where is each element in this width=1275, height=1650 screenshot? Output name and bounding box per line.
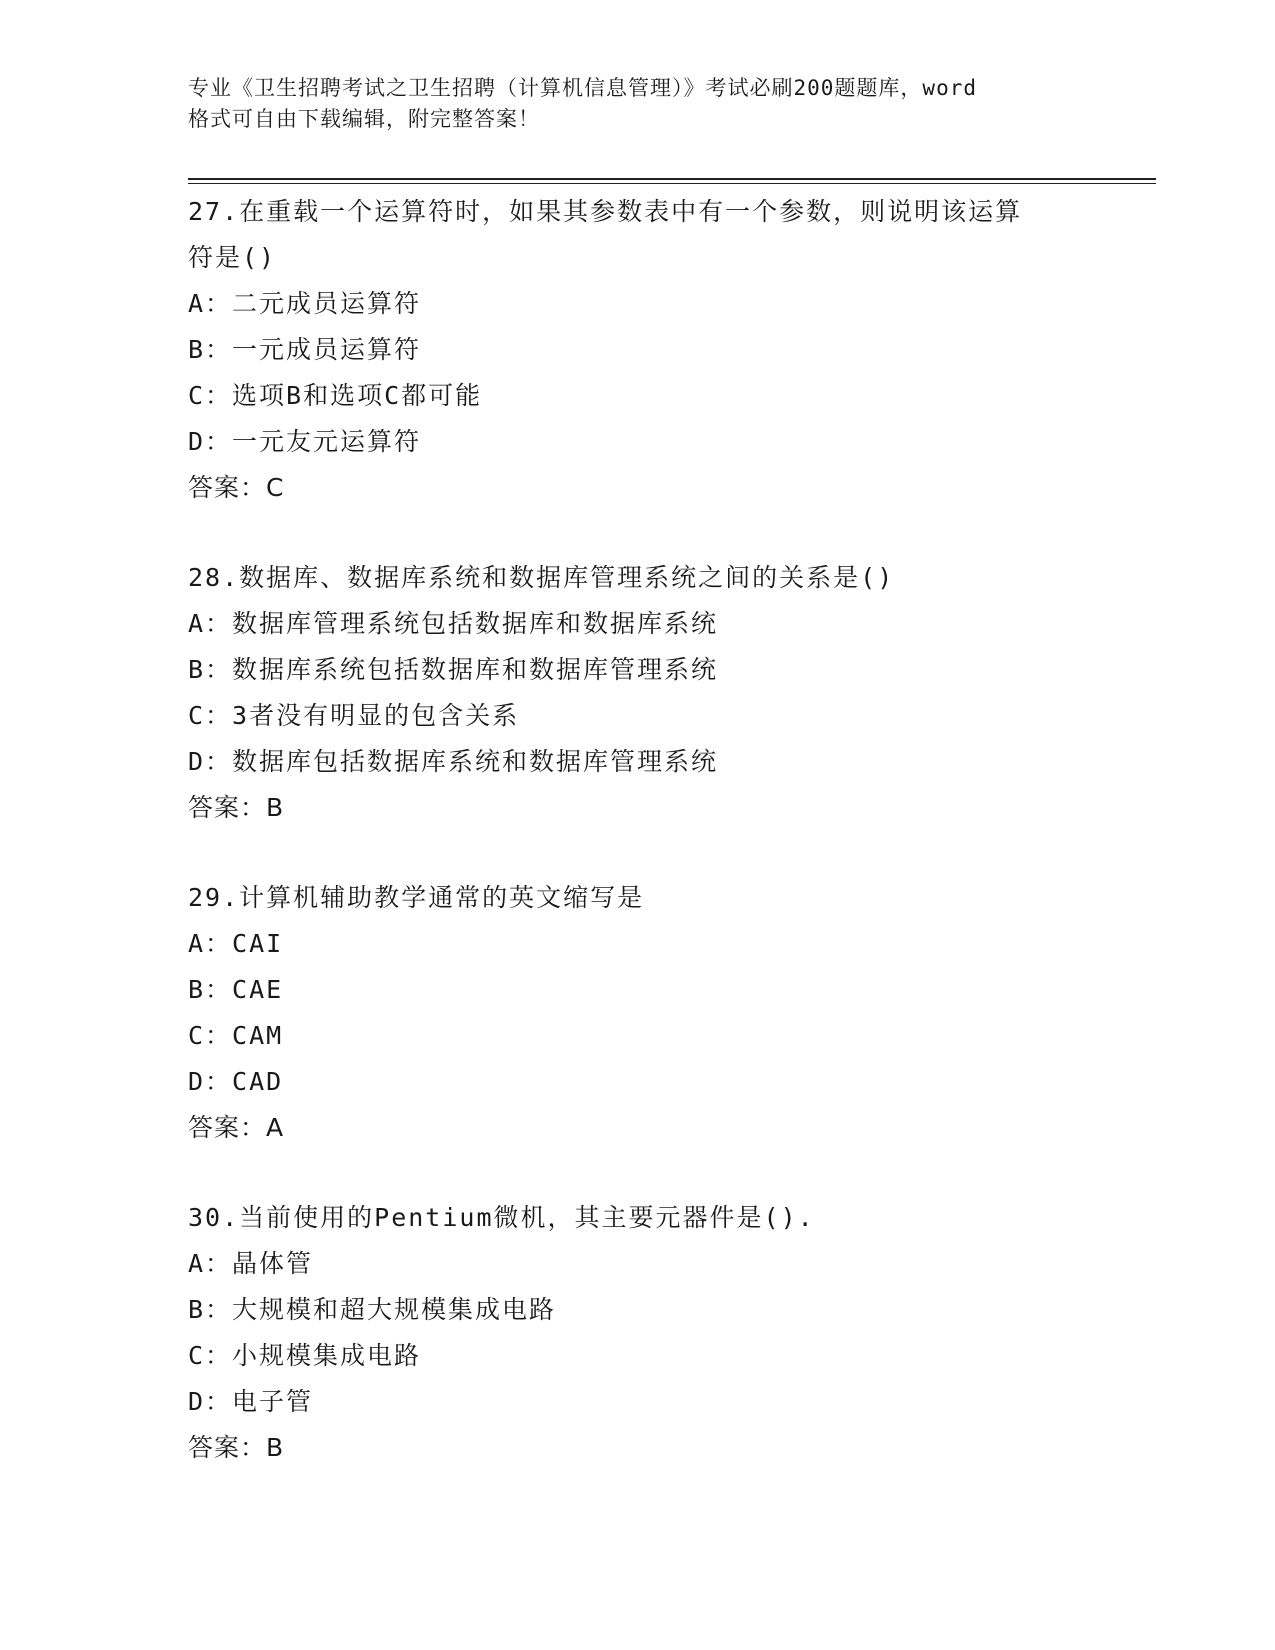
question-stem: 30.当前使用的Pentium微机，其主要元器件是(). [188,1203,815,1232]
option-b: B：大规模和超大规模集成电路 [188,1295,557,1324]
option-c: C：3者没有明显的包含关系 [188,701,520,730]
document-header [188,73,1088,135]
option-d: D：一元友元运算符 [188,427,422,456]
option-d: D：CAD [188,1067,284,1096]
question-list [188,189,1088,1515]
answer: 答案：B [188,793,285,822]
option-b: B：一元成员运算符 [188,335,422,364]
option-a: A：CAI [188,929,284,958]
question-28 [188,555,1088,831]
option-d: D：数据库包括数据库系统和数据库管理系统 [188,747,719,776]
answer: 答案：C [188,473,285,502]
question-stem: 29.计算机辅助教学通常的英文缩写是 [188,883,645,912]
question-stem-continued: 符是() [188,243,277,272]
option-a: A：二元成员运算符 [188,289,422,318]
question-27 [188,189,1088,511]
header-divider [188,178,1156,184]
option-a: A：数据库管理系统包括数据库和数据库系统 [188,609,719,638]
answer: 答案：A [188,1113,285,1142]
option-a: A：晶体管 [188,1249,314,1278]
answer: 答案：B [188,1433,285,1462]
option-c: C：选项B和选项C都可能 [188,381,483,410]
option-b: B：数据库系统包括数据库和数据库管理系统 [188,655,719,684]
option-c: C：小规模集成电路 [188,1341,422,1370]
option-d: D：电子管 [188,1387,314,1416]
option-c: C：CAM [188,1021,284,1050]
option-b: B：CAE [188,975,284,1004]
question-30 [188,1195,1088,1471]
question-stem: 27.在重载一个运算符时，如果其参数表中有一个参数，则说明该运算 [188,197,1023,226]
header-line-2: 格式可自由下载编辑，附完整答案！ [188,107,540,131]
header-line-1: 专业《卫生招聘考试之卫生招聘（计算机信息管理）》考试必刷200题题库，word [188,76,977,100]
question-29 [188,875,1088,1151]
question-stem: 28.数据库、数据库系统和数据库管理系统之间的关系是() [188,563,895,592]
